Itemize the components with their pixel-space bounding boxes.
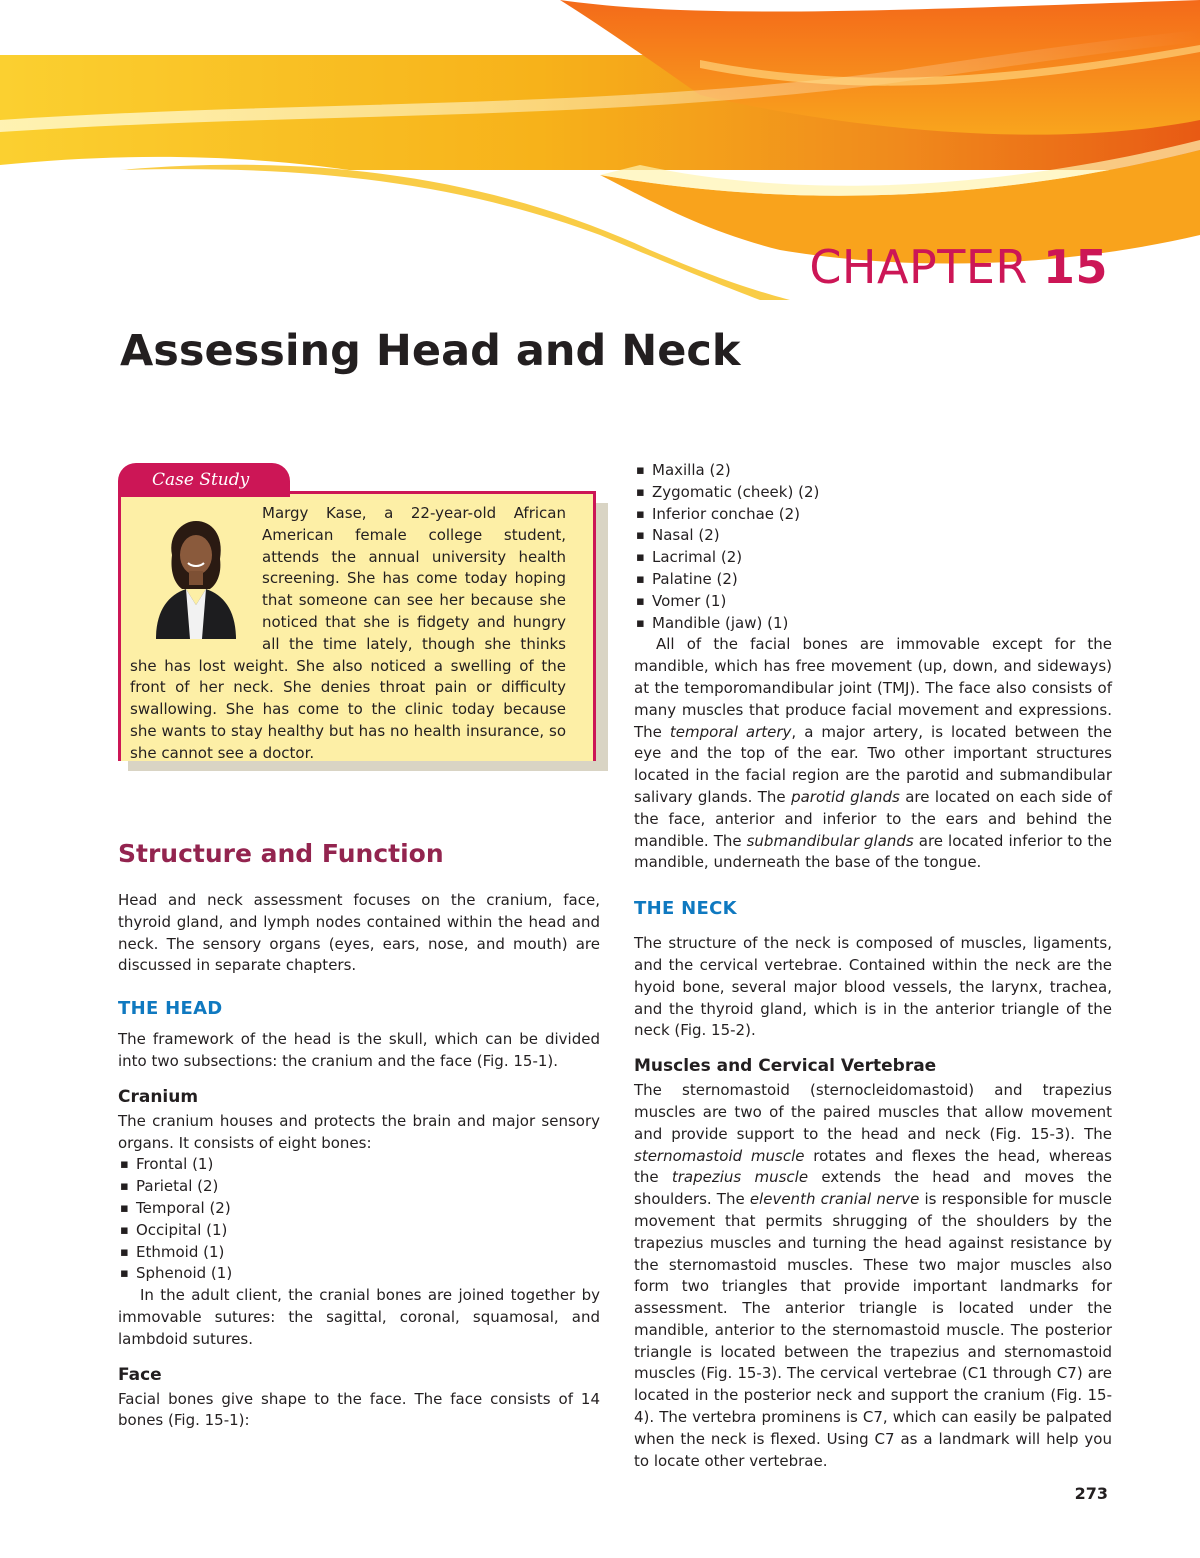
list-item: ▪ Occipital (1) bbox=[118, 1220, 600, 1242]
list-item: ▪ Ethmoid (1) bbox=[118, 1242, 600, 1264]
right-column bbox=[634, 460, 1112, 1472]
list-item: ▪ Palatine (2) bbox=[634, 569, 1112, 591]
left-column bbox=[118, 460, 600, 1432]
term-submandibular-glands: submandibular glands bbox=[746, 831, 914, 850]
list-item: ▪ Temporal (2) bbox=[118, 1198, 600, 1220]
case-study-content bbox=[130, 503, 566, 765]
subheading-the-neck: THE NECK bbox=[634, 898, 737, 920]
list-item: ▪ Sphenoid (1) bbox=[118, 1263, 600, 1285]
subheading-the-head: THE HEAD bbox=[118, 998, 223, 1020]
list-item: ▪ Mandible (jaw) (1) bbox=[634, 613, 1112, 635]
text-run: are located on each side of the face, anterior and inferior to the ears and behind the mandible. The bbox=[634, 787, 1112, 850]
text-run: The sternomastoid (sternocleidomastoid) and trapezius muscles are two of the paired muscles that allow movement and provide support to the head and neck (Fig. 15-3). The bbox=[634, 1081, 1112, 1143]
cranium-text: The cranium houses and protects the brain and major sensory organs. It consists of eight bones: bbox=[118, 1111, 600, 1152]
list-item: ▪ Parietal (2) bbox=[118, 1176, 600, 1198]
heading-face: Face bbox=[118, 1364, 162, 1385]
term-trapezius-muscle: trapezius muscle bbox=[671, 1168, 809, 1187]
text-run: rotates and flexes the head, whereas the bbox=[634, 1146, 1113, 1187]
list-item: ▪ Lacrimal (2) bbox=[634, 547, 1112, 569]
chapter-title: Assessing Head and Neck bbox=[120, 326, 741, 376]
term-eleventh-cranial-nerve: eleventh cranial nerve bbox=[749, 1190, 920, 1209]
text-run: All of the facial bones are immovable except for the mandible, which has free movement (up, down, and sideways) at the temporomandibular joint (TMJ). The face also consists of many muscles that produce facial movement and expressions. The bbox=[634, 635, 1112, 741]
list-item: ▪ Maxilla (2) bbox=[634, 460, 1112, 482]
list-item: ▪ Frontal (1) bbox=[118, 1154, 600, 1176]
muscles-text bbox=[634, 1080, 1112, 1472]
list-item: ▪ Nasal (2) bbox=[634, 525, 1112, 547]
case-study-photo bbox=[142, 515, 248, 639]
term-parotid-glands: parotid glands bbox=[791, 787, 900, 806]
term-temporal-artery: temporal artery bbox=[669, 722, 792, 741]
section-heading-structure: Structure and Function bbox=[118, 839, 444, 868]
list-item: ▪ Inferior conchae (2) bbox=[634, 504, 1112, 526]
face-bone-list bbox=[634, 460, 1112, 634]
text-run: are located inferior to the mandible, underneath the base of the tongue. bbox=[634, 831, 1113, 872]
term-sternomastoid-muscle: sternomastoid muscle bbox=[634, 1146, 805, 1165]
neck-intro: The structure of the neck is composed of muscles, ligaments, and the cervical vertebrae. Contained within the neck are the hyoid bone, several major blood vessels, the larynx, trachea, and the thyroid gland, which is in the anterior triangle of the neck (Fig. 15-2). bbox=[634, 934, 1112, 1040]
list-item: ▪ Vomer (1) bbox=[634, 591, 1112, 613]
chapter-number: 15 bbox=[1042, 240, 1108, 294]
cranium-bone-list bbox=[118, 1154, 600, 1285]
head-intro: The framework of the head is the skull, which can be divided into two subsections: the cranium and the face (Fig. 15-1). bbox=[118, 1030, 600, 1070]
heading-cranium: Cranium bbox=[118, 1086, 199, 1107]
chapter-word: CHAPTER bbox=[809, 240, 1028, 294]
heading-muscles-vertebrae: Muscles and Cervical Vertebrae bbox=[634, 1056, 937, 1077]
list-item: ▪ Zygomatic (cheek) (2) bbox=[634, 482, 1112, 504]
face-after bbox=[634, 634, 1112, 874]
text-run: is responsible for muscle movement that permits shrugging of the shoulders by the trapezius muscles and turning the head against resistance by the sternomastoid muscles. These two major muscles also form two triangles that provide important landmarks for assessment. The anterior triangle is located under the mandible, anterior to the sternomastoid muscle. The posterior triangle is located between the trapezius and sternomastoid muscles (Fig. 15-3). The cervical vertebrae (C1 through C7) are located in the posterior neck and support the cranium (Fig. 15-4). The vertebra prominens is C7, which can easily be palpated when the neck is flexed. Using C7 as a landmark will help you to locate other vertebrae. bbox=[634, 1190, 1113, 1470]
chapter-label bbox=[809, 240, 1108, 294]
text-run: , a major artery, is located between the eye and the top of the ear. Two other important structures located in the facial region are the parotid and submandibular salivary glands. The bbox=[634, 722, 1112, 806]
structure-intro: Head and neck assessment focuses on the cranium, face, thyroid gland, and lymph nodes contained within the head and neck. The sensory organs (eyes, ears, nose, and mouth) are discussed in separate chapters. bbox=[118, 891, 600, 975]
cranium-after: In the adult client, the cranial bones are joined together by immovable sutures: the sagittal, coronal, squamosal, and lambdoid sutures. bbox=[118, 1286, 600, 1348]
case-study-box bbox=[118, 463, 600, 783]
case-study-text: Margy Kase, a 22-year-old African American female college student, attends the annual university health screening. She has come today hoping that someone can see her because she noticed that she is fidgety and hungry all the time lately, though she thinks she has lost weight. She also noticed a swelling of the front of her neck. She denies throat pain or difficulty swallowing. She has come to the clinic today because she wants to stay healthy but has no health insurance, so she cannot see a doctor. bbox=[130, 504, 566, 762]
face-text: Facial bones give shape to the face. The face consists of 14 bones (Fig. 15-1): bbox=[118, 1389, 600, 1430]
page-number: 273 bbox=[1074, 1484, 1108, 1503]
text-run: extends the head and moves the shoulders. The bbox=[634, 1168, 1112, 1209]
case-study-tab: Case Study bbox=[118, 463, 290, 497]
